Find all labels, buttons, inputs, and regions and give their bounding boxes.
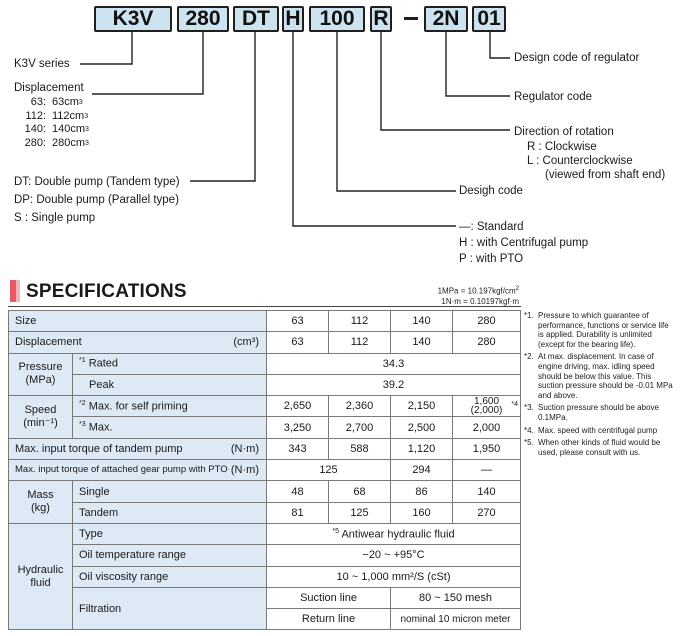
torque-tandem-280: 1,950 [453,438,521,459]
footnote: *3. Suction pressure should be above 0.1MPa. [524,403,659,422]
self-priming-280: 1,600 (2,000) *4 [453,396,521,417]
oil-temp-value: −20 ~ +95°C [267,545,521,566]
code-displacement: 280 [177,6,229,32]
torque-gear-label: Max. input torque of attached gear pump with PTO (N·m) [9,460,267,481]
table-row [9,481,521,502]
unit-conversion-nm: 1N·m = 0.10197kgf·m [441,297,519,306]
self-priming-label: $^{*2}$ Max. for self priming [73,396,267,417]
label-series: K3V series [14,58,70,70]
table-row [9,311,521,332]
rated-label: $^{*1}$ Rated [73,353,267,374]
pressure-label: Pressure (MPa) [9,353,73,396]
code-design: 100 [309,6,365,32]
return-label: Return line [267,609,391,630]
peak-label: Peak [73,374,267,395]
label-direction: Direction of rotation [514,126,614,138]
table-row [9,502,521,523]
label-displacement: Displacement [14,82,84,94]
max-speed-140: 2,500 [391,417,453,438]
section-title: SPECIFICATIONS [26,281,187,302]
section-accent-bar-light [16,280,20,302]
size-112: 112 [329,311,391,332]
displacement-280: 280 [453,332,521,353]
max-speed-63: 3,250 [267,417,329,438]
table-row [9,545,521,566]
footnote: *5. When other kinds of fluid would be used, please consult with us. [524,438,661,457]
code-regulator-design: 01 [472,6,506,32]
torque-tandem-63: 343 [267,438,329,459]
mass-single-63: 48 [267,481,329,502]
suction-value: 80 ~ 150 mesh [391,587,521,608]
mass-label: Mass (kg) [9,481,73,524]
label-direction-l: L : Counterclockwise [527,155,633,167]
hydraulic-fluid-label: Hydraulic fluid [9,523,73,629]
max-speed-280: 2,000 [453,417,521,438]
speed-label: Speed (min⁻¹) [9,396,73,439]
label-option-standard: —: Standard [459,221,524,233]
displacement-label: Displacement (cm³) [9,332,267,353]
size-140: 140 [391,311,453,332]
peak-value: 39.2 [267,374,521,395]
footnote: *1. Pressure to which guarantee of performance, functions or service life is applied. Durability is unlimited (except for the bearing life). [524,311,669,349]
filtration-label: Filtration [73,587,267,630]
self-priming-140: 2,150 [391,396,453,417]
displacement-list [22,96,89,150]
return-value: nominal 10 micron meter [391,609,521,630]
displacement-item: 112: 112cm 3 [25,109,89,122]
mass-tandem-280: 270 [453,502,521,523]
label-pump-dt: DT: Double pump (Tandem type) [14,176,180,188]
size-280: 280 [453,311,521,332]
section-rule [8,306,521,307]
table-row [9,396,521,417]
torque-tandem-112: 588 [329,438,391,459]
label-option-h: H : with Centrifugal pump [459,237,589,249]
label-design-code: Desigh code [459,185,523,197]
label-option-p: P : with PTO [459,253,524,265]
max-speed-label: $^{*3}$ Max. [73,417,267,438]
code-rotation: R [370,6,392,32]
displacement-item: 63: 63cm 3 [30,96,83,108]
rated-value: 34.3 [267,353,521,374]
label-regulator-code: Regulator code [514,91,592,103]
self-priming-63: 2,650 [267,396,329,417]
single-label: Single [73,481,267,502]
displacement-112: 112 [329,332,391,353]
code-pump-type: DT [233,6,279,32]
tandem-label: Tandem [73,502,267,523]
displacement-item: 140: 140cm 3 [24,123,89,135]
type-value: $^{*5}$ Antiwear hydraulic fluid [267,523,521,544]
suction-label: Suction line [267,587,391,608]
code-option: H [282,6,304,32]
table-row [9,523,521,544]
footnote: *4. Max. speed with centrifugal pump [524,425,658,435]
label-pump-s: S : Single pump [14,212,96,224]
table-row [9,332,521,353]
size-63: 63 [267,311,329,332]
torque-gear-280: — [453,460,521,481]
table-row [9,353,521,374]
table-row [9,460,521,481]
label-direction-r: R : Clockwise [527,141,597,153]
displacement-63: 63 [267,332,329,353]
table-row [9,566,521,587]
label-direction-note: (viewed from shaft end) [545,169,666,181]
oil-temp-label: Oil temperature range [73,545,267,566]
label-design-code-regulator: Design code of regulator [514,52,640,64]
torque-tandem-140: 1,120 [391,438,453,459]
code-regulator: 2N [424,6,468,32]
mass-tandem-140: 160 [391,502,453,523]
mass-single-140: 86 [391,481,453,502]
displacement-item: 280: 280cm 3 [24,136,89,149]
max-speed-112: 2,700 [329,417,391,438]
self-priming-112: 2,360 [329,396,391,417]
label-pump-dp: DP: Double pump (Parallel type) [14,194,179,206]
mass-tandem-112: 125 [329,502,391,523]
table-row [9,374,521,395]
table-row [9,417,521,438]
torque-tandem-label: Max. input torque of tandem pump (N·m) [9,438,267,459]
footnotes [524,311,674,460]
unit-conversion-mpa: $1MPa = 10.197kgf/cm^2$ [437,286,519,296]
type-label: Type [73,523,267,544]
mass-tandem-63: 81 [267,502,329,523]
table-row [9,438,521,459]
displacement-140: 140 [391,332,453,353]
footnote: *2. At max. displacement. In case of engine driving, max. idling speed should be below this value. This suction pressure should be -0.01 MPa and above. [524,352,673,400]
size-label: Size [9,311,267,332]
mass-single-112: 68 [329,481,391,502]
oil-visc-value: 10 ~ 1,000 mm²/S (cSt) [267,566,521,587]
spec-table [8,310,521,630]
code-series: K3V [94,6,172,32]
torque-gear-140: 294 [391,460,453,481]
mass-single-280: 140 [453,481,521,502]
table-row [9,587,521,608]
oil-visc-label: Oil viscosity range [73,566,267,587]
torque-gear-63-112: 125 [267,460,391,481]
